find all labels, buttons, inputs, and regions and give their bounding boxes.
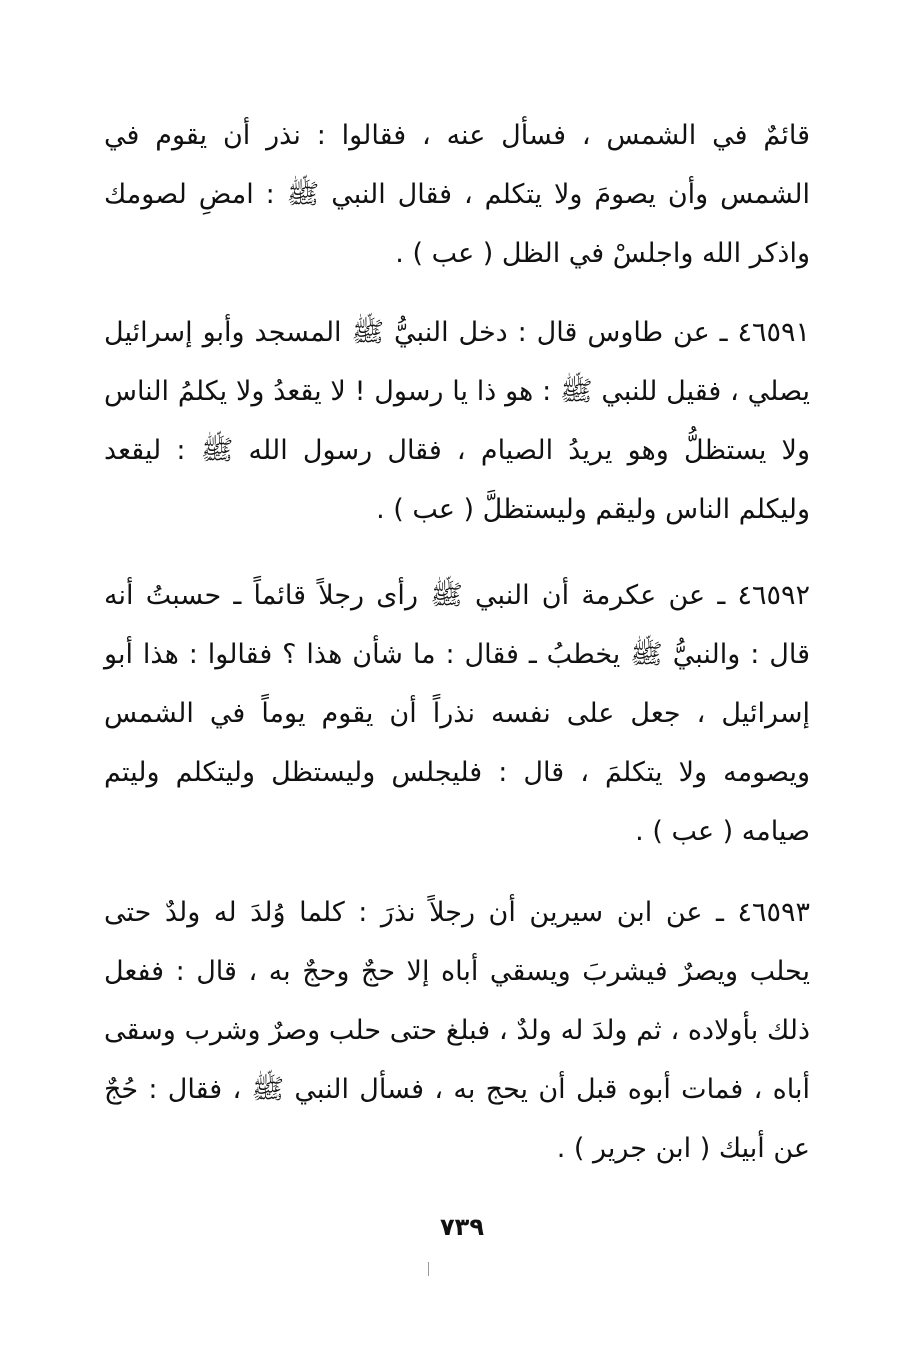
scan-speck [428,1262,429,1276]
page-number: ٧٣٩ [440,1213,484,1241]
hadith-46591: ٤٦٥٩١ ـ عن طاوس قال : دخل النبيُّ ﷺ المسجد وأبو إسرائيل يصلي ، فقيل للنبي ﷺ : هو ذا يا رسول ! لا يقعدُ ولا يكلمُ الناس ولا يستظلُّ وهو يريدُ الصيام ، فقال رسول الله ﷺ : ليقعد وليكلم الناس وليقم وليستظلَّ ( عب ) . [104,317,810,525]
paragraph-continuation: قائمٌ في الشمس ، فسأل عنه ، فقالوا : نذر أن يقوم في الشمس وأن يصومَ ولا يتكلم ، فقال النبي ﷺ : امضِ لصومك واذكر الله واجلسْ في الظل ( عب ) . [104,120,810,269]
hadith-46592: ٤٦٥٩٢ ـ عن عكرمة أن النبي ﷺ رأى رجلاً قائماً ـ حسبتُ أنه قال : والنبيُّ ﷺ يخطبُ ـ فقال : ما شأن هذا ؟ فقالوا : هذا أبو إسرائيل ، جعل على نفسه نذراً أن يقوم يوماً في الشمس ويصومه ولا يتكلمَ ، قال : فليجلس وليستظل وليتكلم وليتم صيامه ( عب ) . [104,580,810,847]
hadith-46593: ٤٦٥٩٣ ـ عن ابن سيرين أن رجلاً نذرَ : كلما وُلدَ له ولدٌ حتى يحلب ويصرٌ فيشربَ ويسقي أباه إلا حجٌ وحجٌ به ، قال : ففعل ذلك بأولاده ، ثم ولدَ له ولدٌ ، فبلغ حتى حلب وصرٌ وشرب وسقى أباه ، فمات أبوه قبل أن يحج به ، فسأل النبي ﷺ ، فقال : حُجٌ عن أبيك ( ابن جرير ) . [104,897,810,1164]
